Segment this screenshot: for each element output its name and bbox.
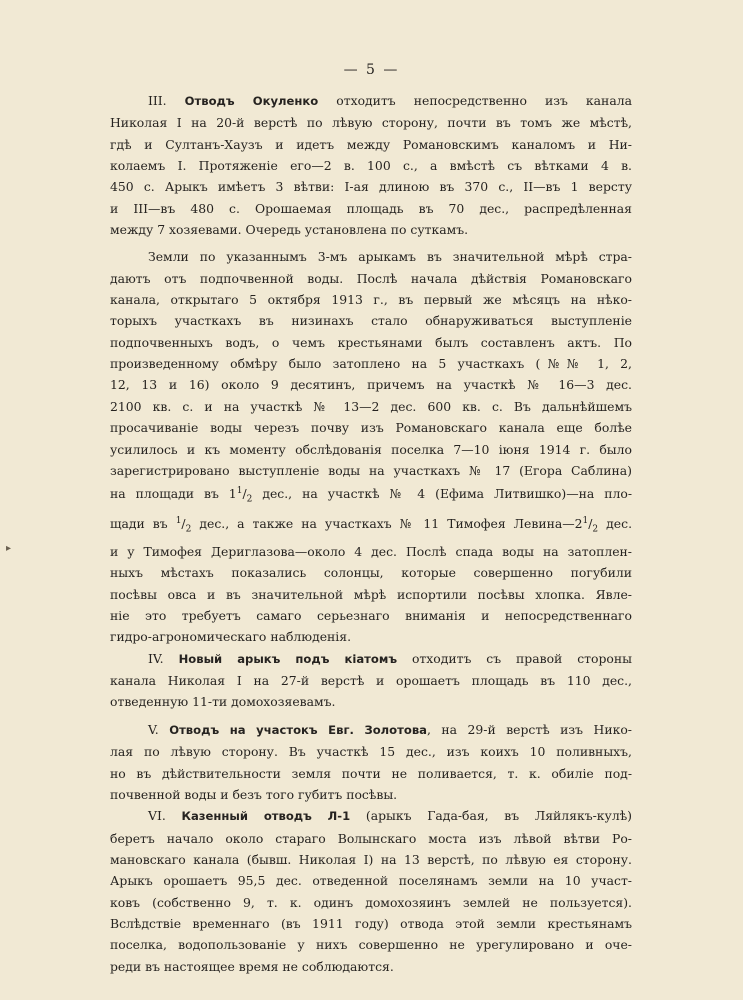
section-vi <box>110 805 632 977</box>
text-line: усилилось и къ моменту обслѣдованія поселка 7—10 іюня 1914 г. было <box>110 441 632 457</box>
text-line: VI. Казенный отводъ Л-1 (арыкъ Гада-бая, въ Ляйлякъ-кулѣ) <box>148 808 632 824</box>
text-line: отведенную 11-ти домохозяевамъ. <box>110 694 336 710</box>
text-line: колаемъ I. Протяженіе его—2 в. 100 с., а вмѣстѣ съ вѣтками 4 в. <box>110 158 632 174</box>
body-text <box>110 90 632 977</box>
text-line: на площади въ $1^1/_2$ дес., на участкѣ № 4 (Ефима Литвишко)—на пло- <box>110 486 633 505</box>
section-heading: Отводъ на участокъ Евг. Золотова <box>169 722 427 737</box>
section-v <box>110 719 632 805</box>
text-line: поселка, водопользованіе у нихъ совершенно не урегулировано и оче- <box>110 937 632 953</box>
text-line: лая по лѣвую сторону. Въ участкѣ 15 дес., изъ коихъ 10 поливныхъ, <box>110 744 632 760</box>
text-line: канала, открытаго 5 октября 1913 г., въ первый же мѣсяцъ на нѣко- <box>110 292 632 308</box>
text-line: посѣвы овса и въ значительной мѣрѣ испортили посѣвы хлопка. Явле- <box>110 586 632 602</box>
text-line: Земли по указаннымъ 3-мъ арыкамъ въ значительной мѣрѣ стра- <box>148 249 632 265</box>
margin-mark: ▸ <box>6 543 12 554</box>
text-line: подпочвенныхъ водъ, о чемъ крестьянами былъ составленъ актъ. По <box>110 334 632 350</box>
text-line: между 7 хозяевами. Очередь установлена по суткамъ. <box>110 222 469 238</box>
text-line: Вслѣдствіе временнаго (въ 1911 году) отвода этой земли крестьянамъ <box>110 915 632 931</box>
section-iii <box>110 90 632 240</box>
text-line: щади въ $^1/_2$ дес., а также на участкахъ № 11 Тимофея $Левина—2^1/_2$ дес. <box>110 516 633 535</box>
text-line: IV. Новый арыкъ подъ кіатомъ отходитъ съ правой стороны <box>148 650 632 666</box>
text-line: беретъ начало около стараго Волынскаго моста изъ лѣвой вѣтви Ро- <box>110 830 632 846</box>
section-heading: Отводъ Окуленко <box>184 94 319 108</box>
text-line: 12, 13 и 16) около 9 десятинъ, причемъ на участкѣ № 16—3 дес. <box>110 377 632 393</box>
text-line: просачиваніе воды черезъ почву изъ Романовскаго канала еще болѣе <box>110 420 632 436</box>
text-line: гдѣ и Султанъ-Хаузъ и идетъ между Романовскимъ каналомъ и Ни- <box>110 136 632 152</box>
page-number: — 5 — <box>343 62 400 78</box>
text-line: 450 с. Арыкъ имѣетъ 3 вѣтви: I-ая длиною въ 370 с., II—въ 1 версту <box>110 179 632 195</box>
text-line: мановскаго канала (бывш. Николая I) на 13 верстѣ, по лѣвую ея сторону. <box>110 851 632 867</box>
text-line: канала Николая I на 27-й верстѣ и орошаетъ площадь въ 110 дес., <box>110 673 632 689</box>
text-line: ніе это требуетъ самаго серьезнаго вниманія и непосредственнаго <box>110 608 632 624</box>
text-line: ныхъ мѣстахъ показались солонцы, которые совершенно погубили <box>110 565 632 581</box>
text-line: III. Отводъ Окуленко отходитъ непосредственно изъ канала <box>148 93 632 108</box>
text-line: и у Тимофея Дериглазова—около 4 дес. Послѣ спада воды на затоплен- <box>110 544 632 560</box>
text-line: Арыкъ орошаетъ 95,5 дес. отведенной поселянамъ земли на 10 участ- <box>110 873 632 889</box>
section-heading: Казенный отводъ Л-1 <box>181 809 351 824</box>
section-heading: Новый арыкъ подъ кіатомъ <box>178 651 398 666</box>
text-line: произведенному обмѣру было затоплено на 5 участкахъ (№№ 1, 2, <box>110 356 632 372</box>
text-line: торыхъ участкахъ въ низинахъ стало обнаруживаться выступленіе <box>110 313 632 329</box>
section-iv <box>110 648 632 713</box>
text-line: Николая I на 20-й верстѣ по лѣвую сторону, почти въ томъ же мѣстѣ, <box>110 115 632 131</box>
text-line: реди въ настоящее время не соблюдаются. <box>110 958 394 974</box>
text-line: V. Отводъ на участокъ Евг. Золотова, на 29-й верстѣ изъ Нико- <box>148 721 632 737</box>
text-line: даютъ отъ подпочвенной воды. Послѣ начала дѣйствія Романовскаго <box>110 270 632 286</box>
text-line: ковъ (собственно 9, т. к. одинъ домохозяинъ землей не пользуется). <box>110 894 632 910</box>
paragraph-subsoil-water <box>110 246 632 647</box>
text-line: зарегистрировано выступленіе воды на участкахъ № 17 (Егора Саблина) <box>110 462 632 478</box>
text-line: но въ дѣйствительности земля почти не поливается, т. к. обиліе под- <box>110 765 632 781</box>
text-line: 2100 кв. с. и на участкѣ № 13—2 дес. 600 кв. с. Въ дальнѣйшемъ <box>110 398 632 414</box>
text-line: гидро-агрономическаго наблюденія. <box>110 629 352 645</box>
text-line: и III—въ 480 с. Орошаемая площадь въ 70 дес., распредѣленная <box>110 200 632 216</box>
text-line: почвенной воды и безъ того губитъ посѣвы. <box>110 786 398 802</box>
